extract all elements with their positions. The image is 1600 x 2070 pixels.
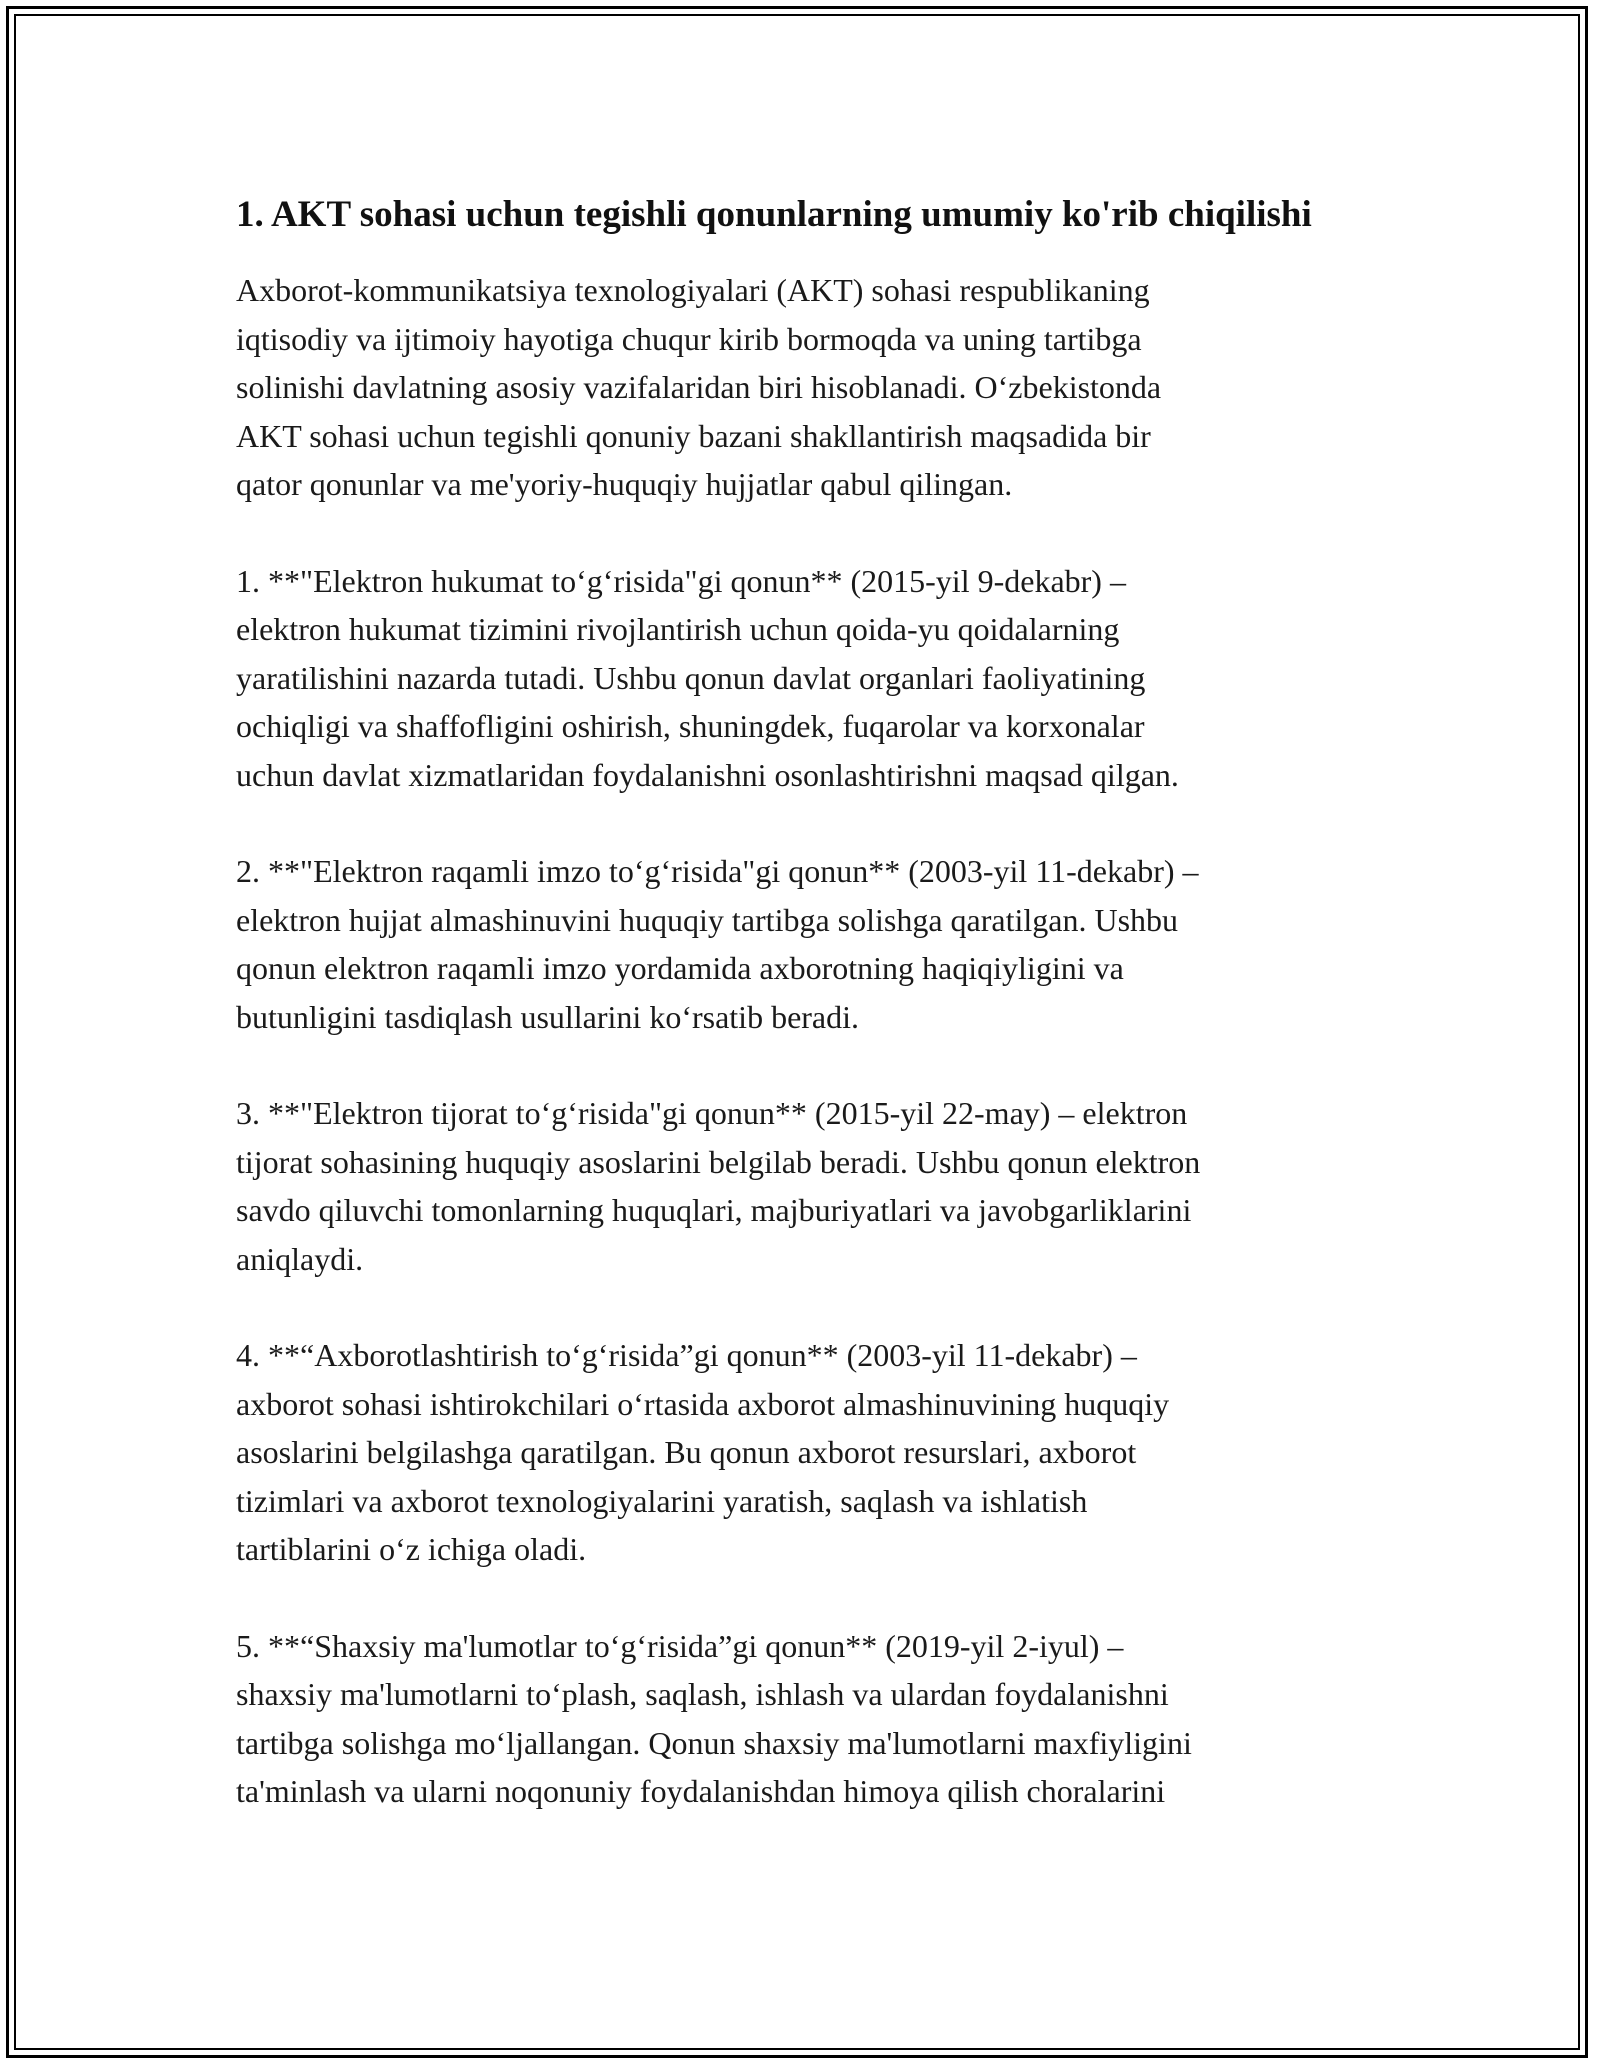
law-item-4: 4. **“Axborotlashtirish to‘g‘risida”gi qonun** (2003-yil 11-dekabr) – axborot sohasi ishtirokchilari o‘rtasida axborot almashinuvining huquqiy asoslarini belgilashga qaratilgan. Bu qonun axborot resurslari, axborot tizimlari va axborot texnologiyalarini yaratish, saqlash va ishlatish tartiblarini o‘z ichiga oladi. <box>236 1337 1170 1567</box>
intro-paragraph: Axborot-kommunikatsiya texnologiyalari (AKT) sohasi respublikaning iqtisodiy va ijtimoiy hayotiga chuqur kirib bormoqda va uning tartibga solinishi davlatning asosiy vazifalaridan biri hisoblanadi. O‘zbekistonda AKT sohasi uchun tegishli qonuniy bazani shakllantirish maqsadida bir qator qonunlar va me'yoriy-huquqiy hujjatlar qabul qilingan. <box>236 272 1162 502</box>
section-heading: 1. AKT sohasi uchun tegishli qonunlarning umumiy ko'rib chiqilishi <box>236 194 1312 235</box>
document-body <box>236 188 1356 1864</box>
law-item-5: 5. **“Shaxsiy ma'lumotlar to‘g‘risida”gi qonun** (2019-yil 2-iyul) – shaxsiy ma'lumotlarni to‘plash, saqlash, ishlash va ulardan foydalanishni tartibga solishga mo‘ljallangan. Qonun shaxsiy ma'lumotlarni maxfiyligini ta'minlash va ularni noqonuniy foydalanishdan himoya qilish choralarini <box>236 1627 1192 1809</box>
law-item-1: 1. **"Elektron hukumat to‘g‘risida"gi qonun** (2015-yil 9-dekabr) – elektron hukumat tizimini rivojlantirish uchun qoida-yu qoidalarning yaratilishini nazarda tutadi. Ushbu qonun davlat organlari faoliyatining ochiqligi va shaffofligini oshirish, shuningdek, fuqarolar va korxonalar uchun davlat xizmatlaridan foydalanishni osonlashtirishni maqsad qilgan. <box>236 562 1179 793</box>
law-item-3: 3. **"Elektron tijorat to‘g‘risida"gi qonun** (2015-yil 22-may) – elektron tijorat sohasining huquqiy asoslarini belgilab beradi. Ushbu qonun elektron savdo qiluvchi tomonlarning huquqlari, majburiyatlari va javobgarliklarini aniqlaydi. <box>236 1095 1201 1277</box>
law-item-2: 2. **"Elektron raqamli imzo to‘g‘risida"gi qonun** (2003-yil 11-dekabr) – elektron hujjat almashinuvini huquqiy tartibga solishga qaratilgan. Ushbu qonun elektron raqamli imzo yordamida axborotning haqiqiyligini va butunligini tasdiqlash usullarini ko‘rsatib beradi. <box>236 853 1199 1035</box>
